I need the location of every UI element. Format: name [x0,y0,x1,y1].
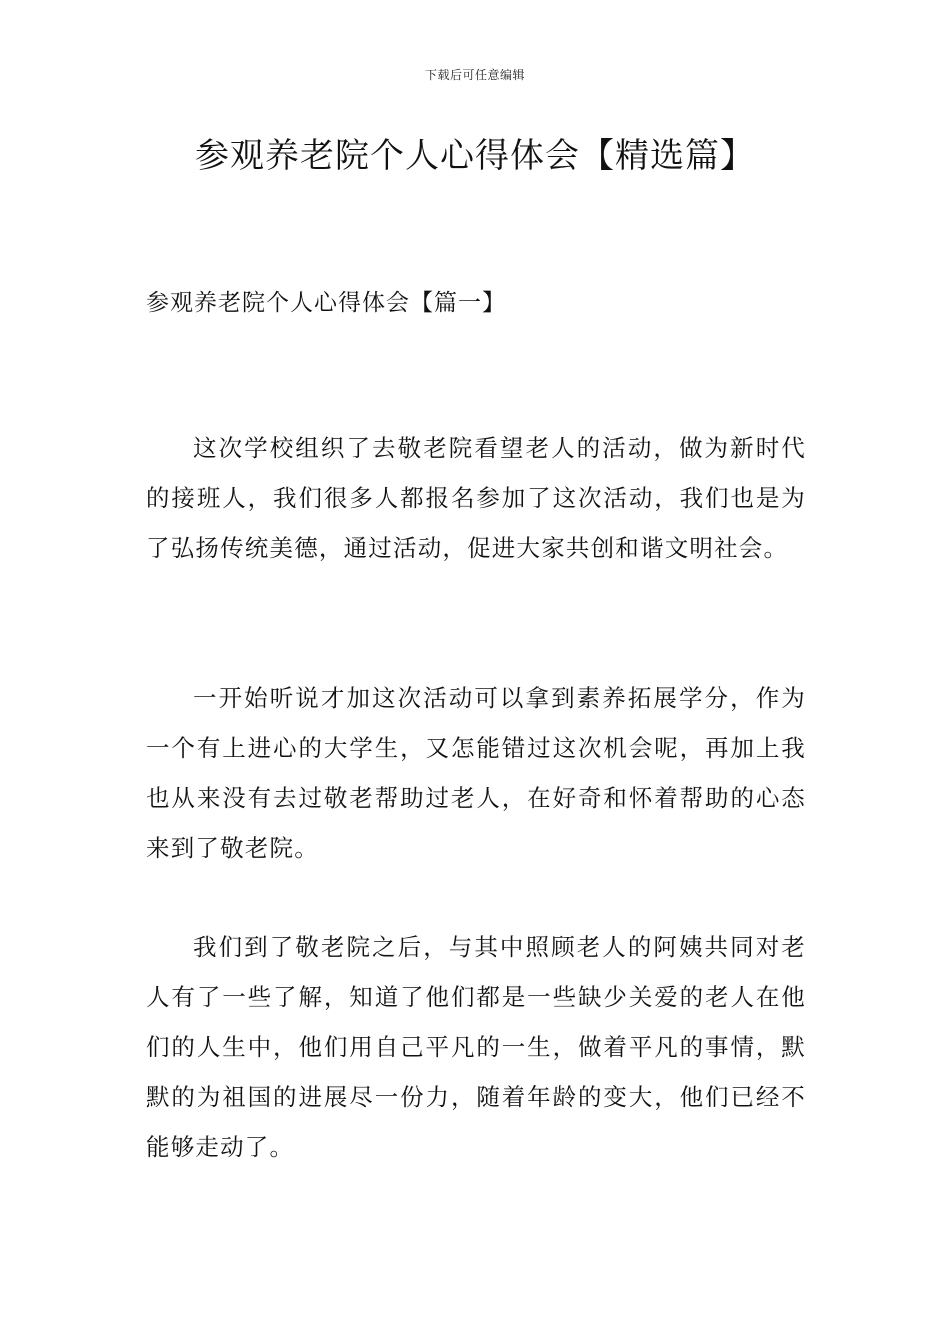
paragraph-2: 一开始听说才加这次活动可以拿到素养拓展学分，作为一个有上进心的大学生，又怎能错过这次机会呢，再加上我也从来没有去过敬老帮助过老人，在好奇和怀着帮助的心态来到了敬老院。 [146,684,806,862]
section-heading: 参观养老院个人心得体会【篇一】 [146,290,506,316]
paragraph-3: 我们到了敬老院之后，与其中照顾老人的阿姨共同对老人有了一些了解，知道了他们都是一些缺少关爱的老人在他们的人生中，他们用自己平凡的一生，做着平凡的事情，默默的为祖国的进展尽一份力，随着年龄的变大，他们已经不能够走动了。 [146,933,806,1161]
document-title: 参观养老院个人心得体会【精选篇】 [195,136,755,176]
paragraph-1: 这次学校组织了去敬老院看望老人的活动，做为新时代的接班人，我们很多人都报名参加了这次活动，我们也是为了弘扬传统美德，通过活动，促进大家共创和谐文明社会。 [146,434,806,562]
header-note: 下载后可任意编辑 [424,68,525,82]
